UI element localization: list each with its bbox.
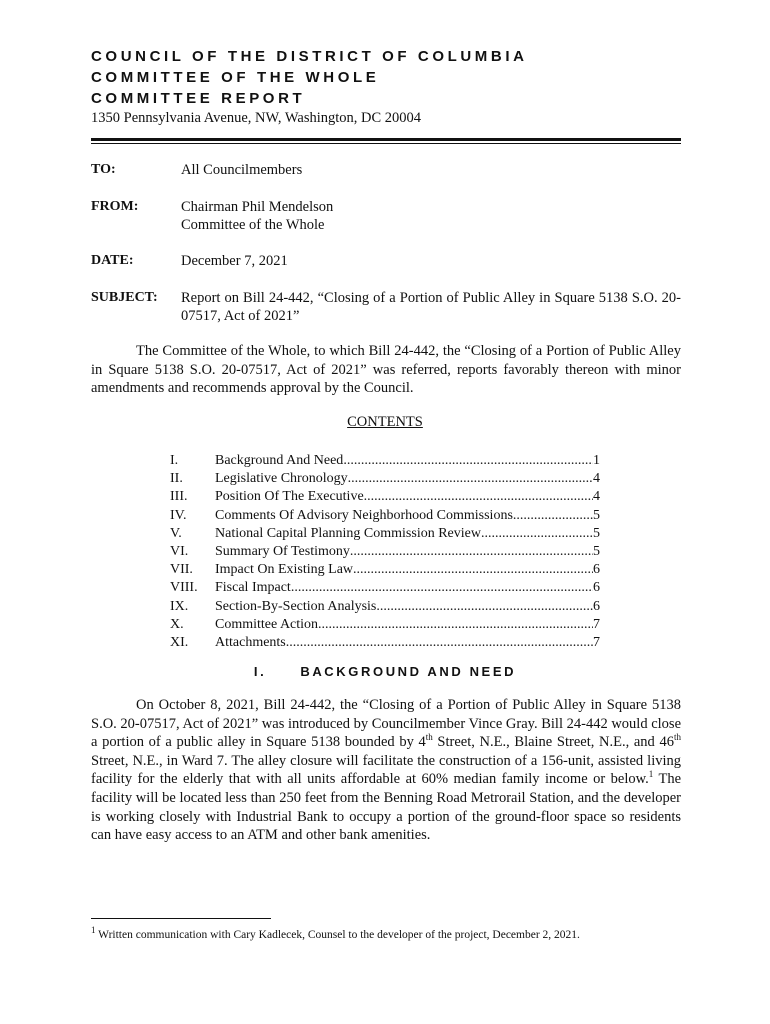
report-type: COMMITTEE REPORT — [91, 90, 306, 107]
toc-num: IX. — [170, 598, 189, 614]
toc-row — [170, 579, 600, 597]
toc-leader — [318, 616, 593, 634]
toc-page: 5 — [593, 507, 600, 523]
toc-title: Comments Of Advisory Neighborhood Commissions — [215, 507, 513, 523]
table-of-contents — [170, 452, 600, 652]
toc-title: Committee Action — [215, 616, 319, 632]
footnote-reference: 1 — [648, 769, 654, 780]
committee-name: COMMITTEE OF THE WHOLE — [91, 69, 380, 86]
toc-row — [170, 616, 600, 634]
toc-leader — [343, 452, 593, 470]
subject-value: Report on Bill 24-442, “Closing of a Portion of Public Alley in Square 5138 S.O. 20-07517, Act of 2021” — [181, 290, 681, 324]
toc-title: Attachments — [215, 634, 286, 650]
toc-num: I. — [170, 453, 179, 468]
from-value-line1: Chairman Phil Mendelson — [181, 199, 334, 215]
date-value: December 7, 2021 — [181, 253, 288, 269]
intro-paragraph: The Committee of the Whole, to which Bill 24-442, the “Closing of a Portion of Public Alley in Square 5138 S.O. 20-07517, Act of 2021” was referred, reports favorably thereon with minor amendments and recommends approval by the Council. — [91, 343, 681, 397]
from-label: FROM: — [91, 199, 139, 214]
toc-num: III. — [170, 489, 188, 505]
toc-row — [170, 507, 600, 525]
toc-page: 5 — [593, 543, 600, 559]
toc-title: Section-By-Section Analysis — [215, 598, 377, 614]
toc-leader — [376, 598, 593, 616]
footnote-rule — [91, 918, 271, 919]
toc-title: Position Of The Executive — [215, 489, 364, 505]
toc-page: 4 — [593, 471, 600, 487]
ordinal-suffix: th — [425, 732, 433, 743]
toc-row — [170, 488, 600, 506]
toc-row — [170, 598, 600, 616]
toc-page: 6 — [593, 580, 600, 596]
background-text-part3: Street, N.E., in Ward 7. The alley closure will facilitate the construction of a 156-unit, assisted living facility for the elderly that with all units affordable at 60% median family income or below. — [91, 752, 681, 788]
toc-title: Fiscal Impact — [215, 580, 291, 596]
toc-num: VI. — [170, 543, 189, 559]
toc-num: XI. — [170, 634, 189, 650]
toc-title: Summary Of Testimony — [215, 543, 350, 559]
toc-row — [170, 452, 600, 470]
toc-row — [170, 561, 600, 579]
section-title: BACKGROUND AND NEED — [300, 664, 517, 679]
section-number: I. — [253, 664, 267, 679]
to-label: TO: — [91, 162, 116, 177]
toc-num: X. — [170, 616, 184, 632]
section-heading — [0, 664, 770, 679]
background-text-part2: Street, N.E., Blaine Street, N.E., and 46 — [432, 734, 674, 751]
subject-label: SUBJECT: — [91, 290, 158, 305]
toc-row — [170, 634, 600, 652]
background-text-part1: On October 8, 2021, Bill 24-442, the “Closing of a Portion of Public Alley in Square 5138 S.O. 20-07517, Act of 2021” was introduced by Councilmember Vince Gray. Bill 24-442 would close a portion of a public alley in Square 5138 bounded by 4 — [91, 697, 681, 751]
ordinal-suffix: th — [673, 732, 681, 743]
toc-row — [170, 470, 600, 488]
toc-leader — [348, 470, 593, 488]
toc-page: 6 — [593, 598, 600, 614]
footnote — [91, 925, 580, 941]
date-label: DATE: — [91, 253, 134, 268]
toc-page: 6 — [593, 562, 600, 578]
council-address: 1350 Pennsylvania Avenue, NW, Washington, DC 20004 — [91, 110, 422, 126]
toc-leader — [350, 543, 593, 561]
toc-title: Impact On Existing Law — [215, 562, 354, 578]
background-paragraph — [91, 696, 681, 845]
toc-leader — [291, 579, 593, 597]
toc-num: IV. — [170, 507, 187, 523]
toc-leader — [286, 634, 593, 652]
toc-num: II. — [170, 471, 183, 487]
toc-num: VII. — [170, 562, 193, 578]
to-value: All Councilmembers — [181, 162, 303, 178]
background-text-part4: The facility will be located less than 250 feet from the Benning Road Metrorail Station, and the developer is working closely with Industrial Bank to occupy a portion of the ground-floor space so residents can have easy access to an ATM and other bank amenities. — [91, 771, 682, 844]
toc-leader — [481, 525, 593, 543]
toc-page: 5 — [593, 525, 600, 541]
toc-page: 1 — [593, 453, 600, 468]
toc-leader — [364, 488, 593, 506]
toc-row — [170, 543, 600, 561]
toc-title: National Capital Planning Commission Review — [215, 525, 481, 541]
header-rule-thick — [91, 138, 681, 141]
toc-leader — [353, 561, 593, 579]
footnote-text: Written communication with Cary Kadlecek, Counsel to the developer of the project, December 2, 2021. — [98, 929, 580, 941]
footnote-number: 1 — [91, 925, 96, 936]
council-name: COUNCIL OF THE DISTRICT OF COLUMBIA — [91, 48, 528, 65]
contents-title: CONTENTS — [347, 414, 423, 430]
toc-title: Background And Need — [215, 453, 344, 468]
toc-page: 7 — [593, 616, 600, 632]
from-value-line2: Committee of the Whole — [181, 217, 325, 233]
header-rule-thin — [91, 143, 681, 144]
toc-leader — [513, 507, 593, 525]
toc-page: 7 — [593, 634, 600, 650]
toc-page: 4 — [593, 489, 600, 505]
toc-title: Legislative Chronology — [215, 471, 348, 487]
toc-num: VIII. — [170, 580, 198, 596]
toc-row — [170, 525, 600, 543]
toc-num: V. — [170, 525, 182, 541]
